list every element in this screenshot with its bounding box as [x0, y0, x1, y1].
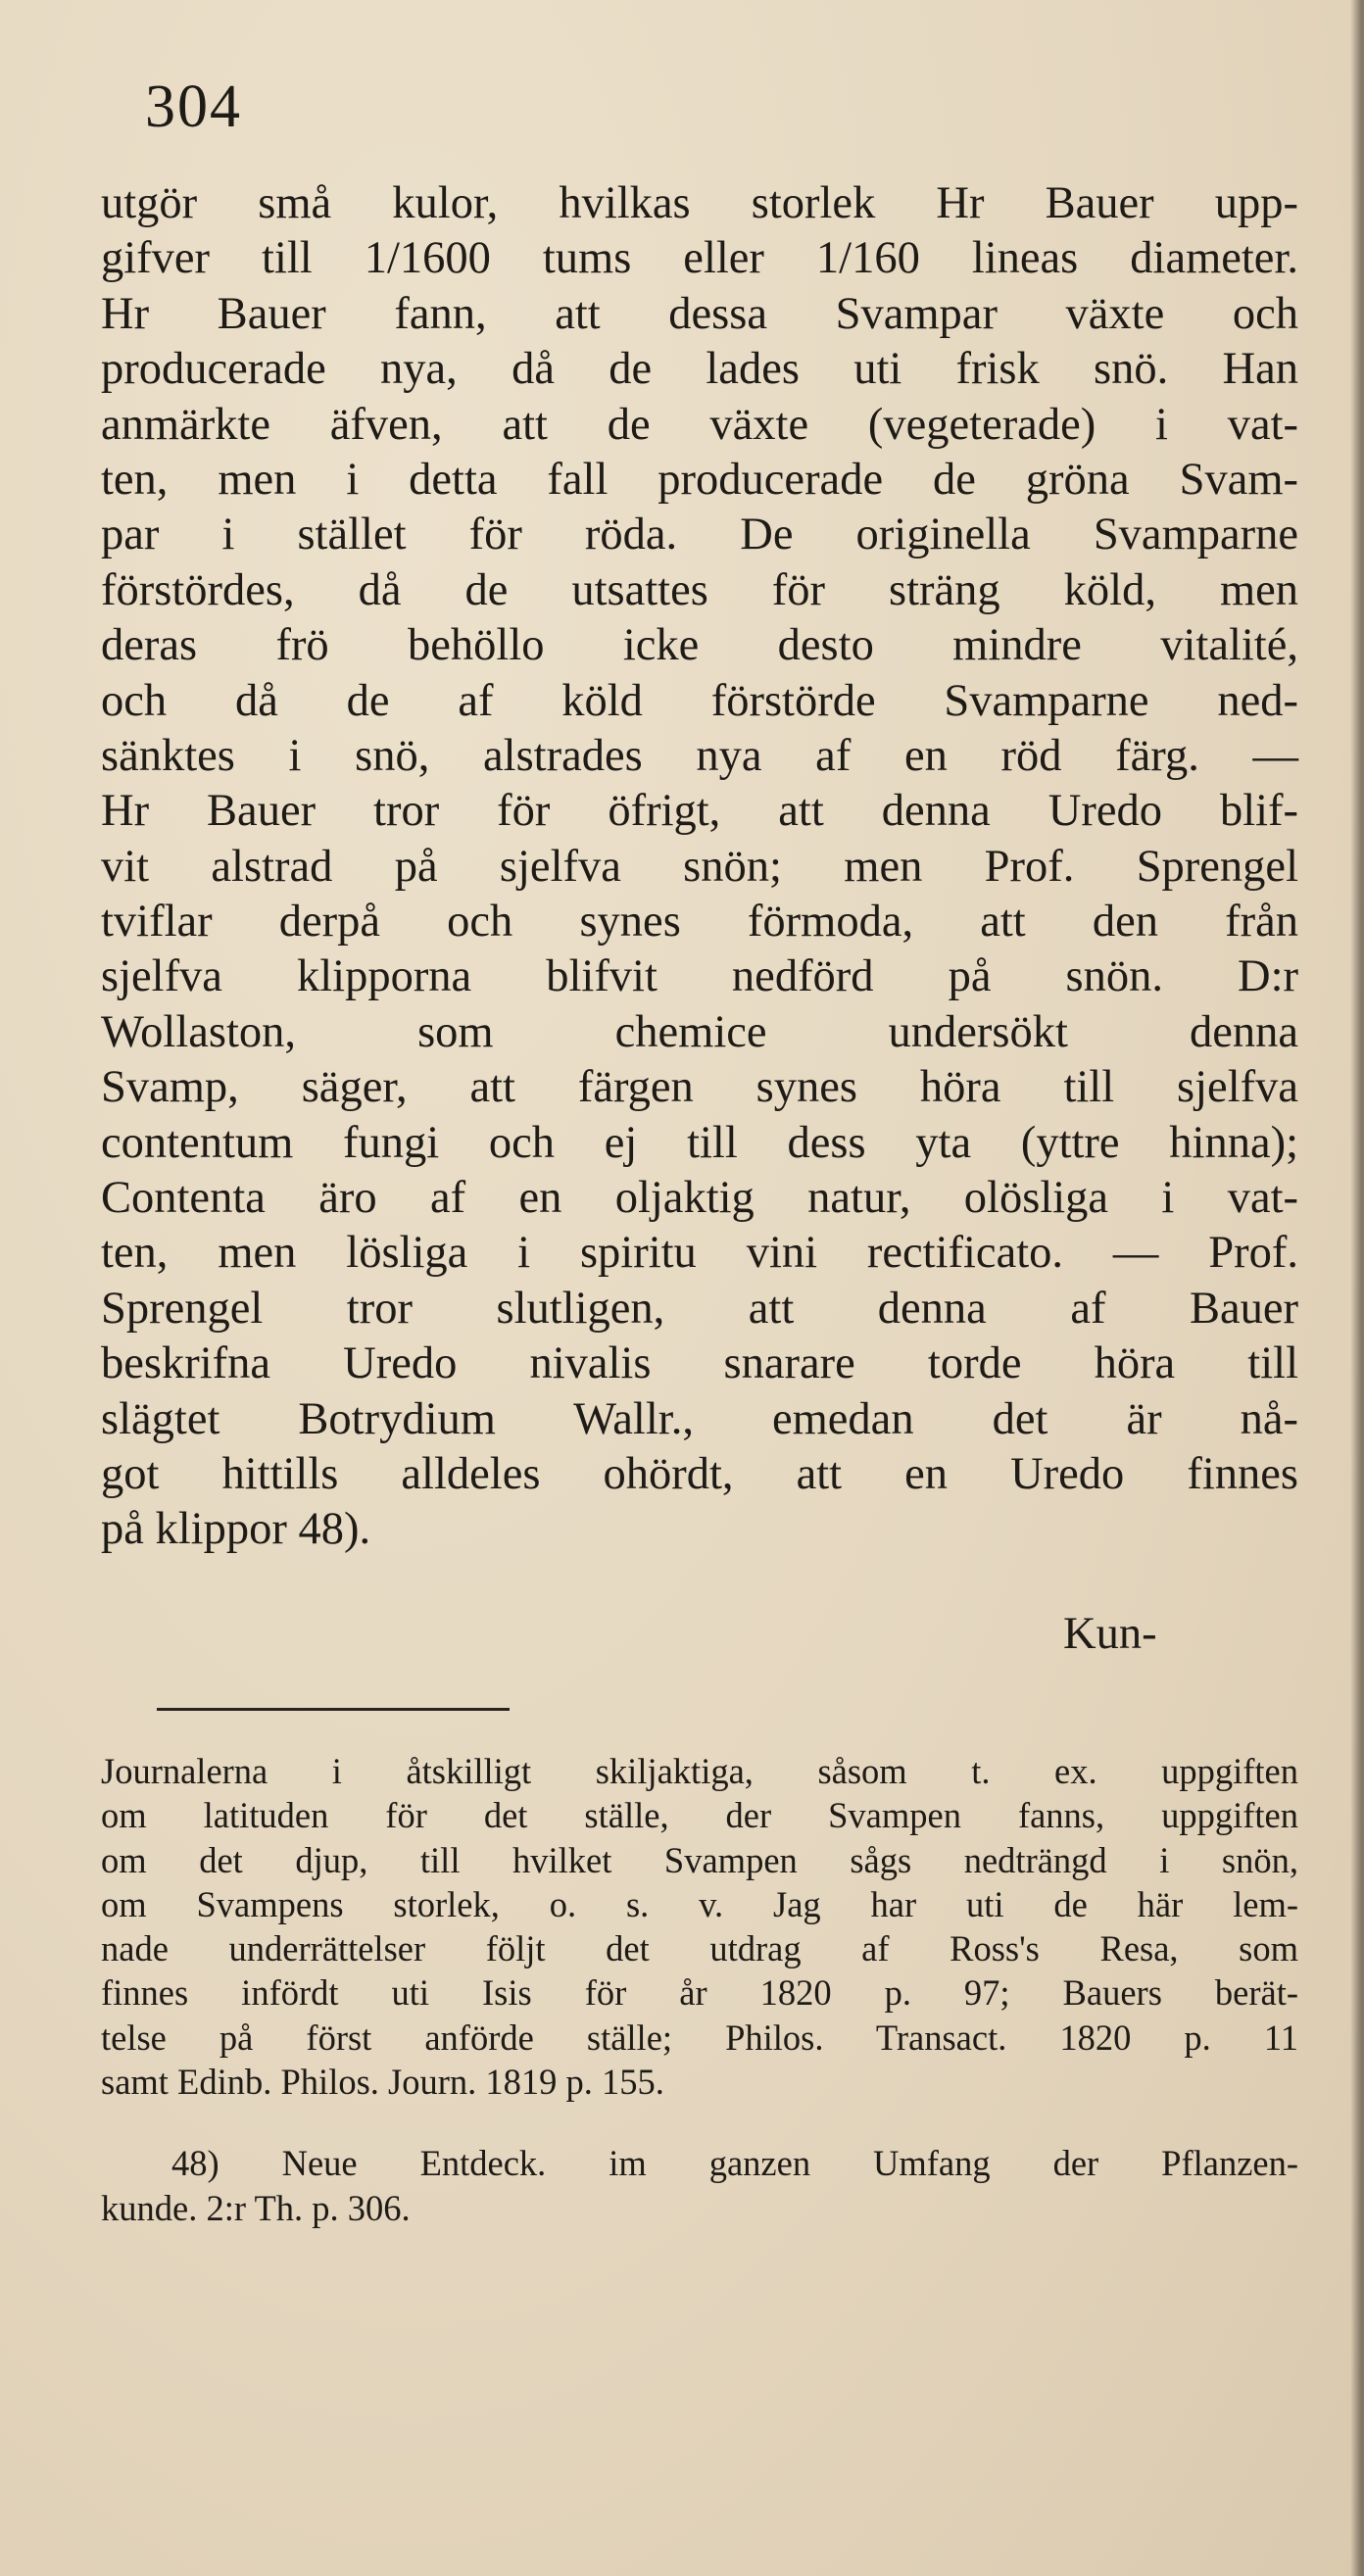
body-line: sänktes i snö, alstrades nya af en röd färg. —: [101, 730, 1298, 781]
body-line: och då de af köld förstörde Svamparne ned-: [101, 675, 1298, 726]
footnote-line: Journalerna i åtskilligt skiljaktiga, såsom t. ex. uppgiften: [101, 1751, 1298, 1791]
body-line: utgör små kulor, hvilkas storlek Hr Bauer upp-: [101, 178, 1298, 228]
body-text: [101, 176, 1298, 1558]
catchword: Kun-: [1063, 1609, 1157, 1659]
footnote-line: om Svampens storlek, o. s. v. Jag har uti de här lem-: [101, 1883, 1298, 1924]
body-line: sjelfva klipporna blifvit nedförd på snön. D:r: [101, 951, 1298, 1002]
body-line: beskrifna Uredo nivalis snarare torde höra till: [101, 1338, 1298, 1389]
footnote-line: samt Edinb. Philos. Journ. 1819 p. 155.: [101, 2062, 664, 2103]
body-line: Contenta äro af en oljaktig natur, olösliga i vat-: [101, 1173, 1298, 1224]
footnote-line: om latituden för det ställe, der Svampen fanns, uppgiften: [101, 1795, 1298, 1836]
footnote-line: telse på först anförde ställe; Philos. Transact. 1820 p. 11: [101, 2017, 1298, 2058]
page-edge-shadow: [1350, 0, 1364, 2576]
body-line: par i stället för röda. De originella Svamparne: [101, 510, 1298, 560]
body-line: ten, men lösliga i spiritu vini rectificato. — Prof.: [101, 1228, 1298, 1279]
footnote-line: nade underrättelser följt det utdrag af Ross's Resa, som: [101, 1928, 1298, 1969]
body-line: Hr Bauer tror för öfrigt, att denna Uredo blif-: [101, 786, 1298, 837]
footnote-rule: [157, 1708, 510, 1711]
body-line: Svamp, säger, att färgen synes höra till sjelfva: [101, 1062, 1298, 1113]
body-line: contentum fungi och ej till dess yta (yttre hinna);: [101, 1117, 1298, 1168]
footnote-line: om det djup, till hvilket Svampen sågs nedträngd i snön,: [101, 1839, 1298, 1880]
body-line: producerade nya, då de lades uti frisk snö. Han: [101, 344, 1298, 395]
body-line: ten, men i detta fall producerade de gröna Svam-: [101, 454, 1298, 505]
body-line: tviflar derpå och synes förmoda, att den från: [101, 897, 1298, 948]
body-line: förstördes, då de utsattes för sträng köld, men: [101, 564, 1298, 615]
body-line: på klippor 48).: [101, 1504, 371, 1555]
footnote-48-line: kunde. 2:r Th. p. 306.: [101, 2187, 411, 2228]
body-line: Sprengel tror slutligen, att denna af Bauer: [101, 1283, 1298, 1334]
body-line: deras frö behöllo icke desto mindre vitalité,: [101, 620, 1298, 671]
footnote-gap: [101, 2104, 1298, 2141]
body-line: Wollaston, som chemice undersökt denna: [101, 1006, 1298, 1057]
body-line: anmärkte äfven, att de växte (vegeterade) i vat-: [101, 399, 1298, 450]
body-line: Hr Bauer fann, att dessa Svampar växte och: [101, 288, 1298, 339]
body-line: gifver till 1/1600 tums eller 1/160 lineas diameter.: [101, 233, 1298, 284]
body-line: got hittills alldeles ohördt, att en Uredo finnes: [101, 1448, 1298, 1499]
footnotes: [101, 1749, 1298, 2230]
body-line: slägtet Botrydium Wallr., emedan det är nå-: [101, 1393, 1298, 1444]
footnote-48-line: 48) Neue Entdeck. im ganzen Umfang der Pflanzen-: [171, 2143, 1298, 2184]
footnote-line: finnes infördt uti Isis för år 1820 p. 97; Bauers berät-: [101, 1972, 1298, 2014]
page-number: 304: [145, 73, 242, 140]
body-line: vit alstrad på sjelfva snön; men Prof. Sprengel: [101, 841, 1298, 892]
